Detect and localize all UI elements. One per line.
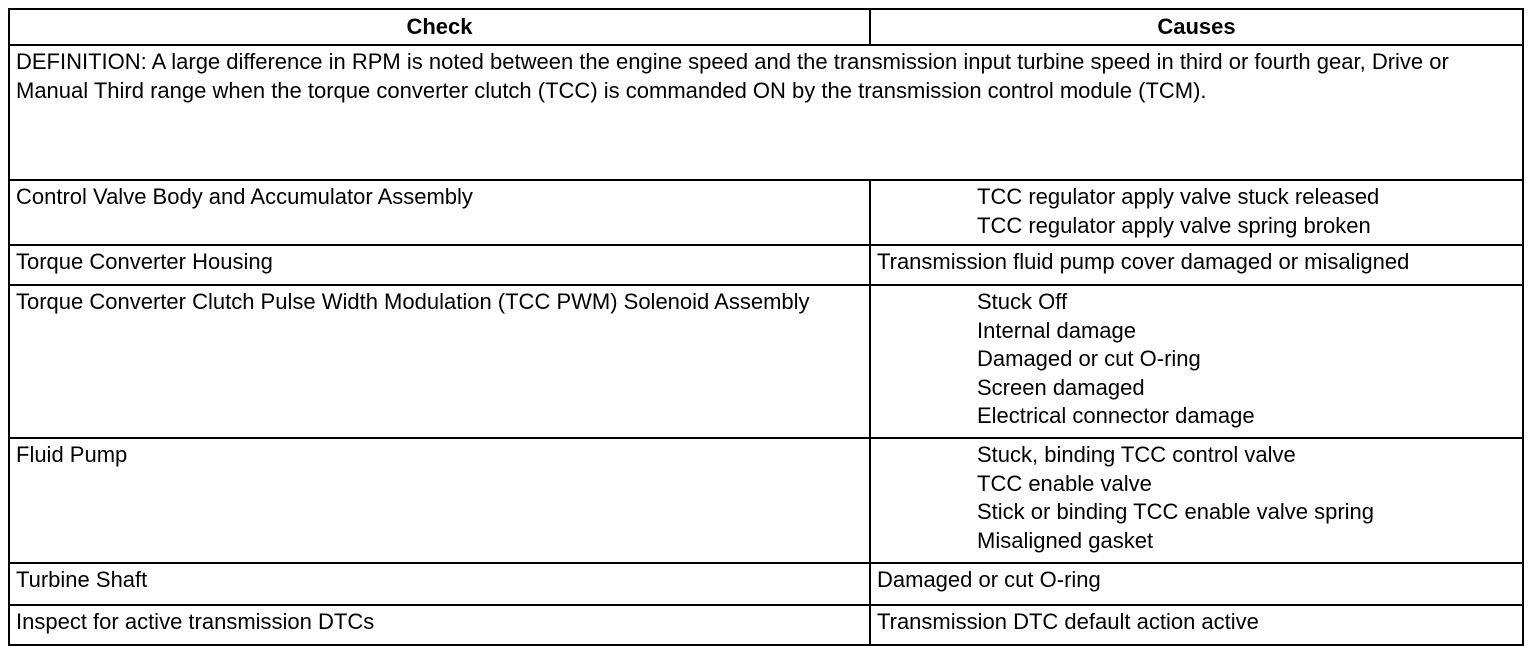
causes-column-header: Causes — [870, 9, 1523, 45]
table-row — [9, 180, 1523, 245]
causes-list — [877, 183, 1518, 240]
cause-item: Damaged or cut O-ring — [877, 567, 1101, 592]
header-row — [9, 9, 1523, 45]
cause-item: Transmission DTC default action active — [877, 609, 1259, 634]
definition-text: DEFINITION: A large difference in RPM is noted between the engine speed and the transmission input turbine speed in third or fourth gear, Drive or Manual Third range when the torque converter clutch (TCC) is commanded ON by the transmission control module (TCM). — [9, 45, 1523, 180]
cause-item: Stuck, binding TCC control valve — [977, 442, 1296, 467]
causes-cell — [870, 180, 1523, 245]
causes-list — [877, 288, 1518, 431]
table-row — [9, 563, 1523, 605]
cause-item: Screen damaged — [977, 374, 1145, 400]
causes-cell — [870, 245, 1523, 285]
cause-item: TCC regulator apply valve stuck released — [977, 184, 1380, 209]
causes-cell — [870, 563, 1523, 605]
causes-list — [877, 566, 1518, 595]
cause-item: Stick or binding TCC enable valve spring — [977, 499, 1375, 524]
cause-item: Damaged or cut O-ring — [977, 346, 1201, 371]
check-column-header: Check — [9, 9, 870, 45]
cause-item: TCC regulator apply valve spring broken — [977, 212, 1371, 238]
table-row — [9, 245, 1523, 285]
cause-item: TCC enable valve — [977, 470, 1152, 496]
check-cell: Torque Converter Clutch Pulse Width Modulation (TCC PWM) Solenoid Assembly — [9, 285, 870, 438]
table-row — [9, 438, 1523, 563]
cause-item: Transmission fluid pump cover damaged or misaligned — [877, 249, 1410, 274]
cause-item: Stuck Off — [977, 289, 1068, 314]
causes-cell — [870, 438, 1523, 563]
table-row — [9, 605, 1523, 645]
diagnostic-table — [8, 8, 1524, 646]
check-cell: Inspect for active transmission DTCs — [9, 605, 870, 645]
cause-item: Electrical connector damage — [977, 403, 1255, 428]
cause-item: Misaligned gasket — [977, 527, 1154, 553]
table-row — [9, 285, 1523, 438]
causes-list — [877, 441, 1518, 555]
definition-row — [9, 45, 1523, 180]
causes-cell — [870, 605, 1523, 645]
check-cell: Fluid Pump — [9, 438, 870, 563]
check-cell: Turbine Shaft — [9, 563, 870, 605]
check-cell: Control Valve Body and Accumulator Assembly — [9, 180, 870, 245]
causes-cell — [870, 285, 1523, 438]
causes-list — [877, 248, 1518, 277]
check-cell: Torque Converter Housing — [9, 245, 870, 285]
cause-item: Internal damage — [977, 317, 1136, 343]
causes-list — [877, 608, 1518, 637]
